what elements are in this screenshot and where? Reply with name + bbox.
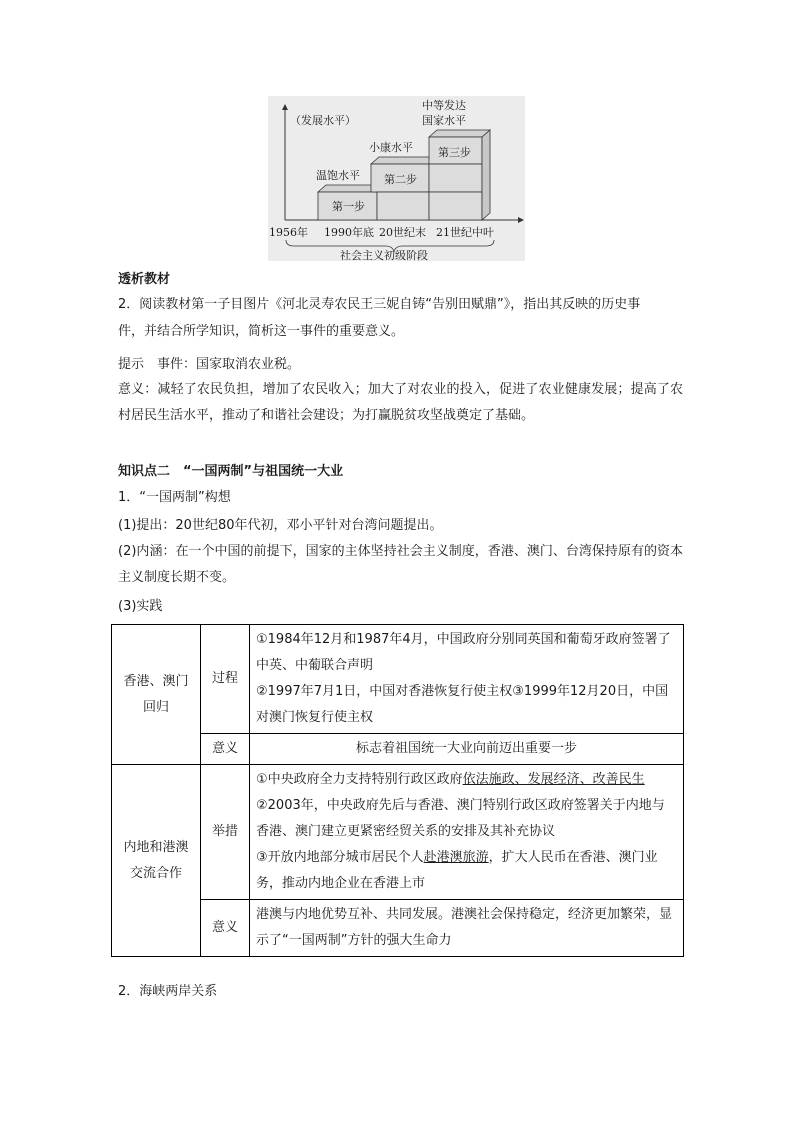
- staircase-svg: [268, 96, 525, 261]
- step3-label: 第三步: [438, 146, 471, 159]
- table-row: [112, 625, 684, 734]
- measure-3-prefix: ③开放内地部分城市居民个人: [256, 850, 424, 865]
- practice-table: [111, 624, 684, 957]
- measure-1-prefix: ①中央政府全力支持特别行政区政府: [256, 772, 463, 787]
- section-heading-toushi: 透析教材: [118, 272, 171, 287]
- item1-title: 1．“一国两制”构想: [118, 490, 231, 505]
- x-tick-end-century: 20世纪末: [379, 226, 426, 239]
- level3-label-line1: 中等发达: [422, 99, 466, 112]
- group1-process-text-2: ②1997年7月1日，中国对香港恢复行使主权③1999年12月20日，中国对澳门恢复行使主权: [256, 684, 669, 725]
- measure-3: [256, 845, 677, 897]
- group1-meaning-text: 标志着祖国统一大业向前迈出重要一步: [250, 734, 684, 765]
- group1-meaning-label: 意义: [201, 734, 250, 765]
- group2-measures-cell: [250, 765, 684, 900]
- group1-process-cell: [250, 625, 684, 734]
- hint-text: 提示 事件：国家取消农业税。: [118, 357, 301, 372]
- measure-3-underlined: 赴港澳旅游: [423, 850, 489, 865]
- measure-1-underlined: 依法施政、发展经济、改善民生: [462, 772, 645, 787]
- step3-side: [482, 130, 490, 220]
- connotation-text: (2)内涵：在一个中国的前提下，国家的主体坚持社会主义制度，香港、澳门、台湾保持原有的资本主义制度长期不变。: [118, 544, 683, 585]
- group1-title: 香港、澳门回归: [112, 625, 201, 765]
- group1-process-text-1: ①1984年12月和1987年4月，中国政府分别同英国和葡萄牙政府签署了中英、中葡联合声明: [256, 632, 671, 673]
- y-axis-label: （发展水平）: [290, 114, 356, 127]
- significance-text: 意义：减轻了农民负担，增加了农民收入；加大了对农业的投入，促进了农业健康发展；提高了农村居民生活水平，推动了和谐社会建设；为打赢脱贫攻坚战奠定了基础。: [118, 382, 683, 423]
- level3-label-line2: 国家水平: [422, 114, 466, 127]
- table-row: [112, 765, 684, 900]
- step2-label: 第二步: [384, 173, 417, 186]
- question-line-2: 件，并结合所学知识，简析这一事件的重要意义。: [118, 324, 405, 339]
- development-steps-diagram: [268, 96, 525, 261]
- group2-meaning-text: 港澳与内地优势互补、共同发展。港澳社会保持稳定，经济更加繁荣，显示了“一国两制”方针的强大生命力: [250, 900, 684, 957]
- group2-meaning-label: 意义: [201, 900, 250, 957]
- step1-label: 第一步: [332, 200, 365, 213]
- group1-process-label: 过程: [201, 625, 250, 734]
- step3-mid: [429, 164, 482, 192]
- group2-title: 内地和港澳交流合作: [112, 765, 201, 957]
- step2-top: [371, 157, 437, 164]
- measure-3-suffix: ，扩大人民币在香港、澳门业务，推动内地企业在香港上市: [256, 850, 658, 891]
- level2-label: 小康水平: [369, 141, 413, 154]
- x-tick-mid-21st: 21世纪中叶: [436, 226, 494, 239]
- measure-2: ②2003年，中央政府先后与香港、澳门特别行政区政府签署关于内地与香港、澳门建立更紧密经贸关系的安排及其补充协议: [256, 798, 665, 839]
- step3-top: [429, 130, 490, 137]
- level1-label: 温饱水平: [316, 169, 360, 182]
- x-tick-1956: 1956年: [269, 226, 308, 239]
- step3-base: [429, 192, 482, 220]
- proposal-text: (1)提出：20世纪80年代初，邓小平针对台湾问题提出。: [118, 518, 443, 533]
- step2-base: [377, 192, 429, 220]
- measure-1: [256, 767, 677, 793]
- brace-label: 社会主义初级阶段: [340, 249, 428, 261]
- group2-measures-label: 举措: [201, 765, 250, 900]
- knowledge-point-heading: 知识点二 “一国两制”与祖国统一大业: [118, 464, 344, 479]
- question-line-1: 2．阅读教材第一子目图片《河北灵寿农民王三妮自铸“告别田赋鼎”》，指出其反映的历史事: [118, 297, 641, 312]
- item2-title: 2．海峡两岸关系: [118, 984, 218, 999]
- x-tick-1990: 1990年底: [324, 226, 374, 239]
- practice-label: (3)实践: [118, 599, 163, 614]
